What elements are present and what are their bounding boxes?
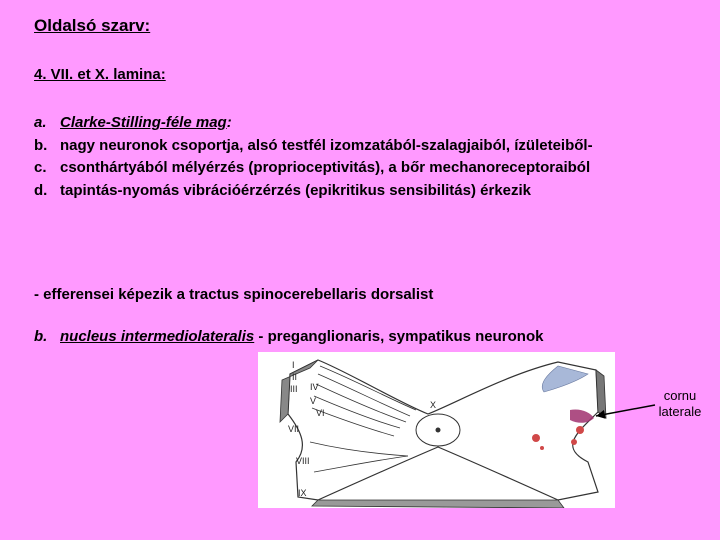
list-item-text: tapintás-nyomás vibrációérzérzés (epikritikus sensibilitás) érkezik: [60, 181, 532, 199]
lamina-label-II: II: [292, 372, 298, 382]
lamina-label-X: X: [430, 400, 437, 410]
lamina-label-VII: VII: [288, 424, 300, 434]
nucleus-marker: b.: [34, 328, 48, 345]
clarke-stilling-term: Clarke-Stilling-féle mag: [60, 114, 227, 131]
callout-line-2: laterale: [658, 404, 702, 419]
list-item-b: [34, 135, 674, 158]
lamina-label-VIII: VIII: [296, 456, 310, 466]
list-item-c: [34, 157, 674, 180]
list-marker: a.: [34, 114, 47, 131]
lamina-label-III: III: [290, 384, 298, 394]
list-marker: c.: [34, 159, 47, 176]
nucleus-line: [34, 328, 543, 345]
side-band-bottom: [312, 500, 564, 508]
lamina-label-VI: VI: [316, 408, 325, 418]
lamina-label-IX: IX: [298, 488, 307, 498]
lamina-label-IV: IV: [310, 382, 319, 392]
lamina-list: [34, 112, 674, 202]
central-canal-lumen: [436, 428, 441, 433]
slide-title: Oldalsó szarv:: [34, 16, 151, 35]
list-marker: b.: [34, 136, 48, 154]
list-marker: d.: [34, 181, 48, 199]
list-item-text: csonthártyából mélyérzés (proprioceptivitás), a bőr mechanoreceptoraiból: [60, 159, 591, 176]
list-item-d: [34, 180, 674, 203]
lamina-label-I: I: [292, 360, 295, 370]
slide-subtitle: 4. VII. et X. lamina:: [34, 66, 166, 83]
list-item-text: nagy neuronok csoportja, alsó testfél izomzatából-szalagjaiból, ízületeiből-: [60, 136, 593, 154]
spinal-cord-figure: [258, 352, 615, 508]
spinal-cord-diagram: [258, 352, 615, 508]
lamina-label-V: V: [310, 396, 317, 406]
list-item-a: [34, 112, 674, 135]
cornu-laterale-label: [650, 388, 710, 420]
nucleus-name: nucleus intermediolateralis: [60, 328, 255, 345]
nucleus-rest: - preganglionaris, sympatikus neuronok: [254, 328, 544, 345]
callout-line-1: cornu: [663, 388, 697, 403]
list-item-a-rest: :: [226, 114, 232, 131]
efferent-text: - efferensei képezik a tractus spinocerebellaris dorsalist: [34, 286, 434, 303]
